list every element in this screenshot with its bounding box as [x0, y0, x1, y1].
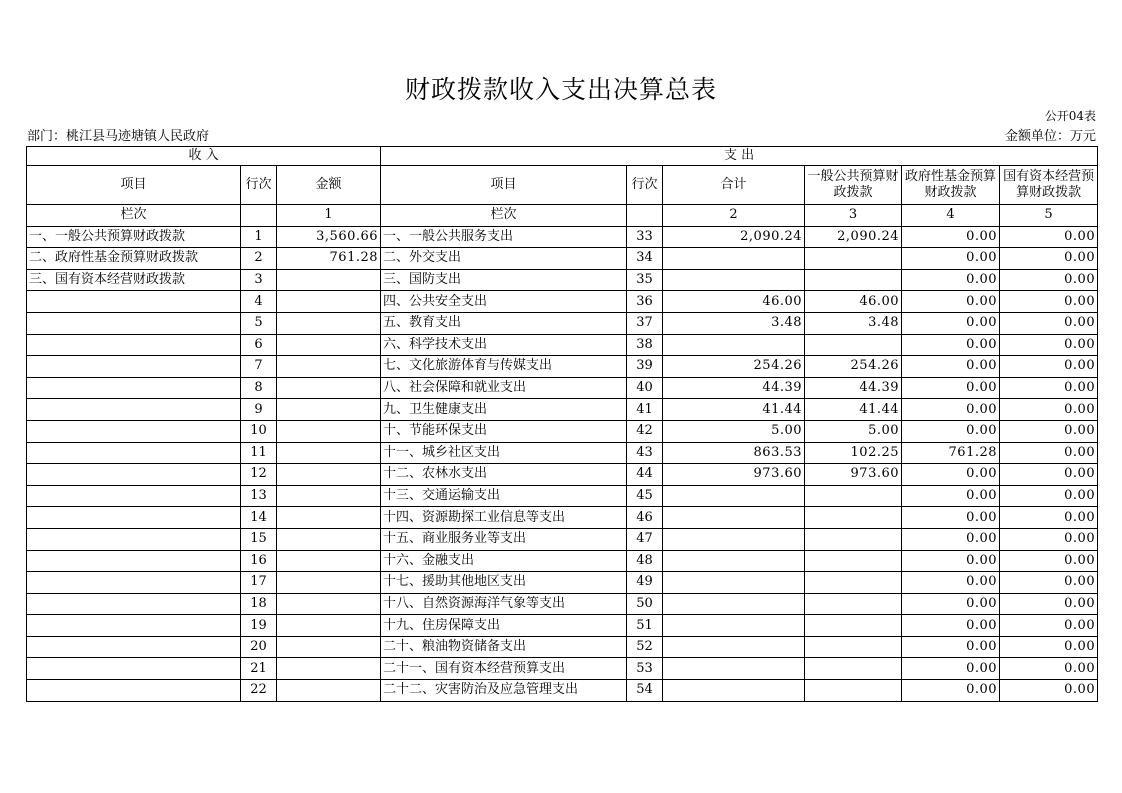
table-row	[27, 507, 1098, 529]
fund-budget-amount: 0.00	[902, 615, 1000, 637]
total-amount	[663, 269, 805, 291]
total-amount: 863.53	[663, 442, 805, 464]
col-index-4: 4	[902, 205, 1000, 227]
income-amount	[277, 377, 381, 399]
expense-item: 八、社会保障和就业支出	[381, 377, 627, 399]
state-capital-amount: 0.00	[1000, 312, 1098, 334]
expense-row-no: 47	[627, 528, 663, 550]
income-row-no: 18	[241, 593, 277, 615]
total-amount: 2,090.24	[663, 226, 805, 248]
income-amount	[277, 464, 381, 486]
income-amount	[277, 528, 381, 550]
income-amount	[277, 680, 381, 702]
income-row-no: 13	[241, 485, 277, 507]
income-item	[27, 680, 241, 702]
expense-item: 二、外交支出	[381, 248, 627, 270]
general-budget-amount	[805, 550, 902, 572]
expense-row-no: 54	[627, 680, 663, 702]
table-row	[27, 248, 1098, 270]
state-capital-amount: 0.00	[1000, 636, 1098, 658]
expense-row-no: 34	[627, 248, 663, 270]
state-capital-amount: 0.00	[1000, 680, 1098, 702]
expense-item: 十、节能环保支出	[381, 420, 627, 442]
general-budget-amount: 254.26	[805, 356, 902, 378]
total-amount	[663, 334, 805, 356]
fund-budget-amount: 0.00	[902, 572, 1000, 594]
income-amount: 761.28	[277, 248, 381, 270]
expense-row-no: 50	[627, 593, 663, 615]
fund-budget-amount: 0.00	[902, 636, 1000, 658]
total-amount: 3.48	[663, 312, 805, 334]
section-header-row	[27, 147, 1098, 166]
fund-budget-amount: 0.00	[902, 226, 1000, 248]
income-item	[27, 399, 241, 421]
expense-item: 二十一、国有资本经营预算支出	[381, 658, 627, 680]
fund-budget-amount: 0.00	[902, 248, 1000, 270]
general-budget-amount	[805, 593, 902, 615]
income-item	[27, 464, 241, 486]
expense-section-header: 支 出	[381, 147, 1098, 166]
expense-item: 四、公共安全支出	[381, 291, 627, 313]
table-row	[27, 334, 1098, 356]
general-budget-amount	[805, 615, 902, 637]
expense-item: 七、文化旅游体育与传媒支出	[381, 356, 627, 378]
expense-item: 十五、商业服务业等支出	[381, 528, 627, 550]
total-amount	[663, 636, 805, 658]
income-row-no: 10	[241, 420, 277, 442]
expense-row-no: 38	[627, 334, 663, 356]
total-amount	[663, 572, 805, 594]
general-budget-amount	[805, 485, 902, 507]
general-budget-amount: 46.00	[805, 291, 902, 313]
expense-item: 二十二、灾害防治及应急管理支出	[381, 680, 627, 702]
fund-budget-amount: 0.00	[902, 658, 1000, 680]
table-row	[27, 658, 1098, 680]
expense-item: 五、教育支出	[381, 312, 627, 334]
general-budget-amount: 973.60	[805, 464, 902, 486]
general-budget-amount: 5.00	[805, 420, 902, 442]
income-row-no: 22	[241, 680, 277, 702]
expense-row-no: 46	[627, 507, 663, 529]
general-budget-amount	[805, 334, 902, 356]
general-budget-header: 一般公共预算财政拨款	[805, 166, 902, 205]
income-item: 三、国有资本经营财政拨款	[27, 269, 241, 291]
income-item	[27, 507, 241, 529]
fund-budget-amount: 0.00	[902, 680, 1000, 702]
total-amount: 5.00	[663, 420, 805, 442]
page-title: 财政拨款收入支出决算总表	[404, 75, 717, 104]
total-amount	[663, 615, 805, 637]
table-row	[27, 593, 1098, 615]
expense-item: 十六、金融支出	[381, 550, 627, 572]
expense-row-no: 49	[627, 572, 663, 594]
income-row-no: 12	[241, 464, 277, 486]
state-capital-amount: 0.00	[1000, 464, 1098, 486]
fund-budget-amount: 0.00	[902, 356, 1000, 378]
income-section-header: 收 入	[27, 147, 381, 166]
general-budget-amount	[805, 658, 902, 680]
table-row	[27, 420, 1098, 442]
income-amount	[277, 420, 381, 442]
expense-item: 十一、城乡社区支出	[381, 442, 627, 464]
income-item	[27, 528, 241, 550]
fund-budget-amount: 0.00	[902, 291, 1000, 313]
expense-item: 十八、自然资源海洋气象等支出	[381, 593, 627, 615]
table-row	[27, 615, 1098, 637]
income-amount	[277, 442, 381, 464]
table-row	[27, 550, 1098, 572]
income-row-no: 7	[241, 356, 277, 378]
fund-budget-amount: 0.00	[902, 528, 1000, 550]
income-row-no: 4	[241, 291, 277, 313]
table-row	[27, 442, 1098, 464]
expense-item: 一、一般公共服务支出	[381, 226, 627, 248]
state-capital-amount: 0.00	[1000, 248, 1098, 270]
general-budget-amount: 2,090.24	[805, 226, 902, 248]
state-capital-amount: 0.00	[1000, 658, 1098, 680]
state-capital-amount: 0.00	[1000, 572, 1098, 594]
total-amount	[663, 248, 805, 270]
income-item-header: 项目	[27, 166, 241, 205]
table-row	[27, 680, 1098, 702]
state-capital-amount: 0.00	[1000, 528, 1098, 550]
fund-budget-amount: 0.00	[902, 377, 1000, 399]
income-amount	[277, 356, 381, 378]
column-header-row	[27, 166, 1098, 205]
expense-item: 十四、资源勘探工业信息等支出	[381, 507, 627, 529]
expense-item: 九、卫生健康支出	[381, 399, 627, 421]
income-item	[27, 420, 241, 442]
income-amount	[277, 312, 381, 334]
expense-row-no: 43	[627, 442, 663, 464]
table-row	[27, 269, 1098, 291]
income-amount: 3,560.66	[277, 226, 381, 248]
general-budget-amount	[805, 507, 902, 529]
state-capital-amount: 0.00	[1000, 615, 1098, 637]
fund-budget-amount: 0.00	[902, 420, 1000, 442]
income-amount	[277, 572, 381, 594]
general-budget-amount: 3.48	[805, 312, 902, 334]
income-amount	[277, 399, 381, 421]
expense-row-no: 45	[627, 485, 663, 507]
expense-item: 三、国防支出	[381, 269, 627, 291]
table-row	[27, 377, 1098, 399]
total-amount	[663, 680, 805, 702]
total-amount	[663, 507, 805, 529]
state-capital-amount: 0.00	[1000, 399, 1098, 421]
expense-row-no: 48	[627, 550, 663, 572]
table-row	[27, 528, 1098, 550]
state-capital-amount: 0.00	[1000, 356, 1098, 378]
expense-row-no: 41	[627, 399, 663, 421]
fund-budget-amount: 0.00	[902, 507, 1000, 529]
total-amount	[663, 593, 805, 615]
state-capital-amount: 0.00	[1000, 377, 1098, 399]
income-row-no-header: 行次	[241, 166, 277, 205]
income-item	[27, 658, 241, 680]
table-row	[27, 291, 1098, 313]
general-budget-amount	[805, 636, 902, 658]
state-capital-amount: 0.00	[1000, 334, 1098, 356]
state-capital-amount: 0.00	[1000, 291, 1098, 313]
income-item	[27, 356, 241, 378]
income-row-no: 20	[241, 636, 277, 658]
income-item	[27, 291, 241, 313]
fund-budget-amount: 0.00	[902, 593, 1000, 615]
general-budget-amount	[805, 269, 902, 291]
col-index-1: 1	[277, 205, 381, 227]
general-budget-amount: 41.44	[805, 399, 902, 421]
income-amount	[277, 507, 381, 529]
income-item	[27, 442, 241, 464]
fund-budget-amount: 0.00	[902, 464, 1000, 486]
income-item: 二、政府性基金预算财政拨款	[27, 248, 241, 270]
table-row	[27, 636, 1098, 658]
table-row	[27, 312, 1098, 334]
table-row	[27, 356, 1098, 378]
income-item	[27, 550, 241, 572]
expense-row-no: 35	[627, 269, 663, 291]
total-amount: 254.26	[663, 356, 805, 378]
fund-budget-amount: 0.00	[902, 312, 1000, 334]
fund-budget-amount: 0.00	[902, 334, 1000, 356]
expense-row-no: 42	[627, 420, 663, 442]
income-amount	[277, 636, 381, 658]
expense-row-no: 36	[627, 291, 663, 313]
expense-item: 六、科学技术支出	[381, 334, 627, 356]
income-item: 一、一般公共预算财政拨款	[27, 226, 241, 248]
expense-item: 十三、交通运输支出	[381, 485, 627, 507]
state-capital-amount: 0.00	[1000, 442, 1098, 464]
expense-item: 十七、援助其他地区支出	[381, 572, 627, 594]
expense-row-no-header: 行次	[627, 166, 663, 205]
expense-item-header: 项目	[381, 166, 627, 205]
income-amount	[277, 615, 381, 637]
expense-row-no: 39	[627, 356, 663, 378]
income-row-no: 3	[241, 269, 277, 291]
income-row-no: 14	[241, 507, 277, 529]
table-row	[27, 464, 1098, 486]
state-capital-amount: 0.00	[1000, 226, 1098, 248]
general-budget-amount: 102.25	[805, 442, 902, 464]
general-budget-amount	[805, 248, 902, 270]
income-row-no: 19	[241, 615, 277, 637]
income-row-no: 11	[241, 442, 277, 464]
income-row-no: 6	[241, 334, 277, 356]
table-row	[27, 572, 1098, 594]
income-item	[27, 377, 241, 399]
total-amount: 973.60	[663, 464, 805, 486]
total-amount: 44.39	[663, 377, 805, 399]
budget-table	[26, 146, 1098, 702]
expense-row-no: 52	[627, 636, 663, 658]
expense-row-no: 51	[627, 615, 663, 637]
expense-row-no: 33	[627, 226, 663, 248]
table-row	[27, 399, 1098, 421]
income-row-no: 8	[241, 377, 277, 399]
total-amount: 41.44	[663, 399, 805, 421]
income-amount	[277, 550, 381, 572]
income-item	[27, 312, 241, 334]
total-amount: 46.00	[663, 291, 805, 313]
fund-budget-amount: 0.00	[902, 269, 1000, 291]
income-item	[27, 334, 241, 356]
income-item	[27, 572, 241, 594]
income-row-no: 1	[241, 226, 277, 248]
income-item	[27, 593, 241, 615]
general-budget-amount	[805, 680, 902, 702]
fund-budget-amount: 0.00	[902, 550, 1000, 572]
expense-item: 二十、粮油物资储备支出	[381, 636, 627, 658]
col-index-2: 2	[663, 205, 805, 227]
table-row	[27, 226, 1098, 248]
fund-budget-amount: 761.28	[902, 442, 1000, 464]
fund-budget-amount: 0.00	[902, 399, 1000, 421]
state-capital-amount: 0.00	[1000, 420, 1098, 442]
income-item	[27, 615, 241, 637]
fund-budget-amount: 0.00	[902, 485, 1000, 507]
total-amount	[663, 550, 805, 572]
total-header: 合计	[663, 166, 805, 205]
expense-row-no: 40	[627, 377, 663, 399]
general-budget-amount	[805, 528, 902, 550]
income-amount	[277, 658, 381, 680]
income-amount	[277, 593, 381, 615]
income-row-no: 16	[241, 550, 277, 572]
department-label: 部门：桃江县马迹塘镇人民政府	[27, 129, 210, 144]
income-row-no: 15	[241, 528, 277, 550]
col-index-5: 5	[1000, 205, 1098, 227]
table-row	[27, 485, 1098, 507]
fund-budget-header: 政府性基金预算财政拨款	[902, 166, 1000, 205]
general-budget-amount: 44.39	[805, 377, 902, 399]
unit-label: 金额单位：万元	[1004, 129, 1096, 144]
income-amount	[277, 334, 381, 356]
income-item	[27, 485, 241, 507]
income-amount	[277, 485, 381, 507]
state-capital-header: 国有资本经营预算财政拨款	[1000, 166, 1098, 205]
state-capital-amount: 0.00	[1000, 550, 1098, 572]
expense-item: 十二、农林水支出	[381, 464, 627, 486]
total-amount	[663, 528, 805, 550]
income-amount	[277, 269, 381, 291]
general-budget-amount	[805, 572, 902, 594]
income-row-no: 9	[241, 399, 277, 421]
expense-row-no: 37	[627, 312, 663, 334]
income-amount	[277, 291, 381, 313]
income-row-no: 5	[241, 312, 277, 334]
income-row-no: 2	[241, 248, 277, 270]
income-col-label: 栏次	[27, 205, 241, 227]
state-capital-amount: 0.00	[1000, 507, 1098, 529]
expense-row-no: 44	[627, 464, 663, 486]
column-index-row	[27, 205, 1098, 227]
income-amount-header: 金额	[277, 166, 381, 205]
total-amount	[663, 658, 805, 680]
state-capital-amount: 0.00	[1000, 593, 1098, 615]
state-capital-amount: 0.00	[1000, 485, 1098, 507]
income-item	[27, 636, 241, 658]
expense-item: 十九、住房保障支出	[381, 615, 627, 637]
income-row-no: 17	[241, 572, 277, 594]
income-row-no: 21	[241, 658, 277, 680]
table-body	[27, 226, 1098, 701]
col-index-3: 3	[805, 205, 902, 227]
form-code: 公开04表	[1044, 109, 1096, 123]
expense-row-no: 53	[627, 658, 663, 680]
expense-col-label: 栏次	[381, 205, 627, 227]
state-capital-amount: 0.00	[1000, 269, 1098, 291]
total-amount	[663, 485, 805, 507]
